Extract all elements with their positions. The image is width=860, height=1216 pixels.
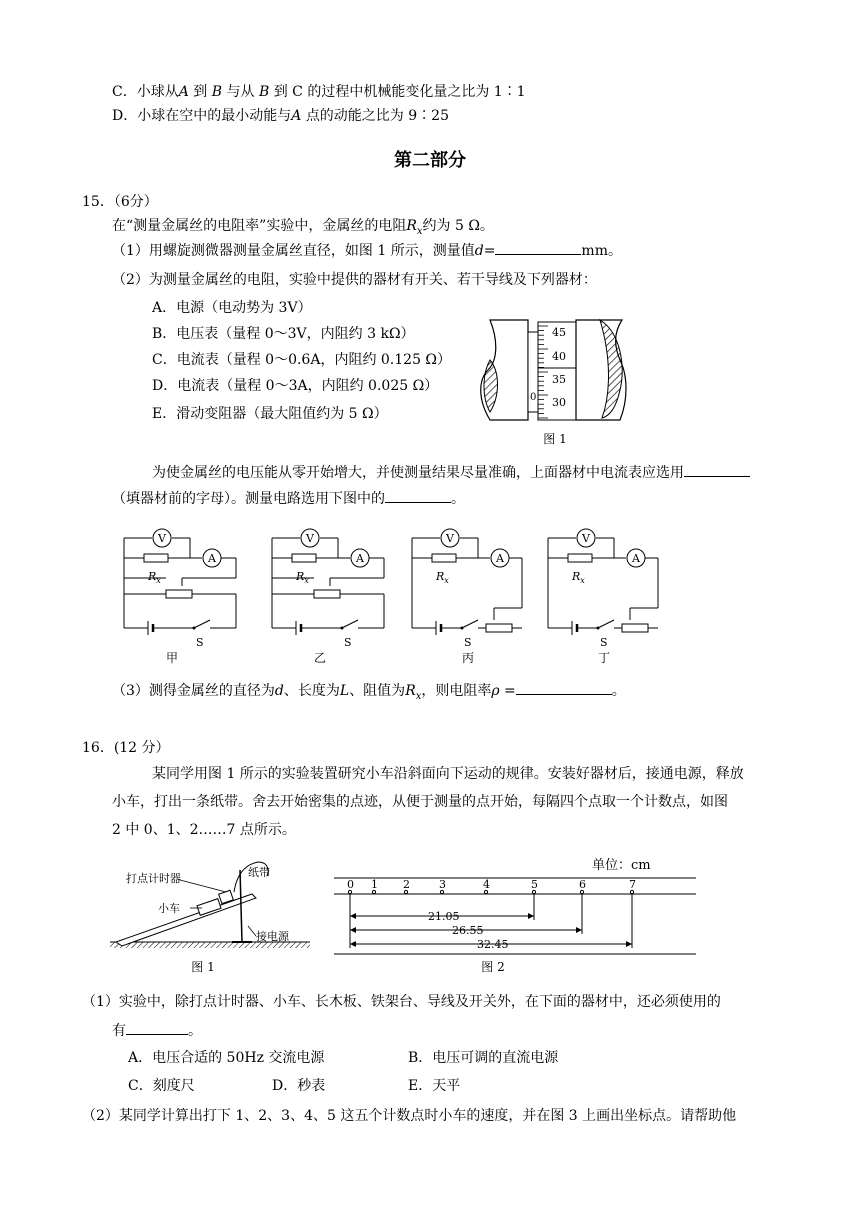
tape-distance-label: 21.05 xyxy=(428,910,460,923)
q16-option-d: D．秒表 xyxy=(272,1078,326,1094)
q15-choose-line2 xyxy=(112,488,465,509)
tape-point-label: 4 xyxy=(483,878,490,891)
ammeter-label: A xyxy=(208,552,216,565)
q16-apparatus-figure xyxy=(110,856,310,956)
section-title: 第二部分 xyxy=(394,150,466,171)
q15-part3 xyxy=(112,680,626,707)
q16-part1-text: 。 xyxy=(188,1023,202,1039)
q16-part1-line2 xyxy=(112,1020,202,1041)
q15-part3-text: 。 xyxy=(611,683,626,699)
switch-lever xyxy=(342,620,358,628)
voltmeter-label: V xyxy=(582,532,590,545)
ammeter-label: A xyxy=(632,552,640,565)
q15-choose-text: 为使金属丝的电压能从零开始增大，并使测量结果尽量准确，上面器材中电流表应选用 xyxy=(152,465,684,481)
q16-option-a: A．电压合适的 50Hz 交流电源 xyxy=(128,1050,325,1066)
point-b-label: B xyxy=(258,84,270,100)
tape-distance-label: 32.45 xyxy=(477,938,509,951)
circuit-label-0: 甲 xyxy=(166,651,179,665)
power-label: 接电源 xyxy=(256,930,289,943)
rx-label: $R_x$ xyxy=(148,570,161,585)
point-a-label: A xyxy=(291,108,302,124)
voltmeter-label: V xyxy=(446,532,454,545)
rheostat xyxy=(486,624,512,632)
rx-subscript: x xyxy=(444,576,449,585)
q16-intro-line3: 2 中 0、1、2……7 点所示。 xyxy=(112,822,296,838)
micrometer-tick-35: 35 xyxy=(552,373,566,386)
circuit-label-3: 丁 xyxy=(598,651,611,665)
answer-blank-circuit[interactable] xyxy=(385,488,451,503)
answer-blank-d[interactable] xyxy=(495,240,581,255)
q15-fig1-caption: 图 1 xyxy=(543,432,567,446)
point-b-label: B xyxy=(211,84,223,100)
leader-line xyxy=(180,880,226,892)
resistor-rx xyxy=(144,554,168,562)
q15-part1 xyxy=(112,240,622,261)
equipment-item-d: D．电流表（量程 0～3A，内阻约 0.025 Ω） xyxy=(152,378,439,394)
ammeter-label: A xyxy=(356,552,364,565)
rx-subscript: x xyxy=(416,225,423,237)
micrometer-zero: 0 xyxy=(530,392,537,403)
option-d-text: D．小球在空中的最小动能与 xyxy=(112,108,292,124)
q15-intro-text: 在“测量金属丝的电阻率”实验中，金属丝的电阻 xyxy=(112,218,407,234)
tape-point-label: 5 xyxy=(531,878,538,891)
q16-intro-line2: 小车，打出一条纸带。舍去开始密集的点迹，从便于测量的点开始，每隔四个点取一个计数点，如图 xyxy=(112,794,728,810)
stand-pole xyxy=(240,870,242,942)
rho-symbol: ρ xyxy=(491,683,500,699)
rx-symbol: R xyxy=(406,218,417,234)
option-c-text: C．小球从 xyxy=(112,84,179,100)
tape-arrow xyxy=(350,941,356,947)
answer-blank-ammeter[interactable] xyxy=(684,462,750,477)
rx-label: $R_x$ xyxy=(572,570,585,585)
option-c-text: 到 C 的过程中机械能变化量之比为 1∶1 xyxy=(273,84,526,100)
equipment-item-a: A．电源（电动势为 3V） xyxy=(152,300,312,316)
resistor-rx xyxy=(568,554,592,562)
micrometer-tick-40: 40 xyxy=(552,350,566,363)
q16-intro-line1: 某同学用图 1 所示的实验装置研究小车沿斜面向下运动的规律。安装好器材后，接通电源，释放 xyxy=(152,766,744,782)
circuit-0 xyxy=(124,529,236,665)
switch-lever xyxy=(598,620,614,628)
incline-board xyxy=(116,894,256,946)
answer-blank-rho[interactable] xyxy=(516,680,612,695)
tape-point-label: 7 xyxy=(629,878,636,891)
tape-arrow xyxy=(350,913,356,919)
d-symbol: d xyxy=(274,683,284,699)
q15-intro-text: 约为 5 Ω。 xyxy=(422,218,494,234)
micrometer-tick-45: 45 xyxy=(552,326,566,339)
rheostat xyxy=(166,590,192,598)
q15-part2: （2）为测量金属丝的电阻，实验中提供的器材有开关、若干导线及下列器材： xyxy=(112,272,597,288)
rheostat xyxy=(314,590,340,598)
q16-number: 16．(12 分） xyxy=(82,740,170,756)
q16-option-b: B．电压可调的直流电源 xyxy=(408,1050,559,1066)
tape-distance-label: 26.55 xyxy=(452,924,484,937)
rx-subscript: x xyxy=(156,576,161,585)
q15-choose-line1 xyxy=(152,462,750,483)
q15-intro xyxy=(112,216,494,242)
circuit-diagrams xyxy=(110,520,670,668)
rx-subscript: x xyxy=(580,576,585,585)
rx-symbol: R xyxy=(405,683,416,699)
cart-label: 小车 xyxy=(158,902,180,915)
q15-choose-text: 。 xyxy=(451,491,465,507)
leader-line xyxy=(248,926,256,936)
equipment-item-c: C．电流表（量程 0～0.6A，内阻约 0.125 Ω） xyxy=(152,352,452,368)
circuit-2 xyxy=(412,529,522,665)
tape-arrow xyxy=(626,941,632,947)
answer-blank-equipment[interactable] xyxy=(126,1020,188,1035)
resistor-rx xyxy=(292,554,316,562)
q15-part3-text: （3）测得金属丝的直径为 xyxy=(112,683,275,699)
tape-arrow xyxy=(576,927,582,933)
option-c-text: 与从 xyxy=(226,84,255,100)
q16-part1-line1: （1）实验中，除打点计时器、小车、长木板、铁架台、导线及开关外，在下面的器材中，还必须使用的 xyxy=(82,994,721,1010)
micrometer-tick-30: 30 xyxy=(552,396,566,409)
tape-label: 纸带 xyxy=(248,866,270,879)
option-c-text: 到 xyxy=(193,84,208,100)
equals-sign: = xyxy=(483,243,496,259)
equipment-item-b: B．电压表（量程 0～3V，内阻约 3 kΩ） xyxy=(152,326,415,342)
tape-point-label: 2 xyxy=(403,878,410,891)
tape-arrow xyxy=(528,913,534,919)
q16-option-c: C．刻度尺 xyxy=(128,1078,195,1094)
q16-fig2-caption: 图 2 xyxy=(481,960,505,974)
switch-lever xyxy=(194,620,210,628)
voltmeter-label: V xyxy=(158,532,166,545)
circuit-1 xyxy=(272,529,384,665)
option-c xyxy=(112,82,526,102)
cart-icon xyxy=(197,899,221,916)
q15-part1-text: （1）用螺旋测微器测量金属丝直径，如图 1 所示，测量值 xyxy=(112,243,475,259)
voltmeter-label: V xyxy=(306,532,314,545)
q15-choose-text: （填器材前的字母）。测量电路选用下图中的 xyxy=(112,491,385,507)
rx-subscript: x xyxy=(304,576,309,585)
rx-label: $R_x$ xyxy=(296,570,309,585)
q16-option-e: E．天平 xyxy=(408,1078,461,1094)
rheostat xyxy=(622,624,648,632)
timer-label: 打点计时器 xyxy=(126,872,181,885)
rx-label: $R_x$ xyxy=(436,570,449,585)
micrometer-figure xyxy=(470,312,640,432)
tape-point-label: 6 xyxy=(579,878,586,891)
tape-point-label: 0 xyxy=(347,878,354,891)
rx-subscript: x xyxy=(415,690,422,702)
q16-part2-line: （2）某同学计算出打下 1、2、3、4、5 这五个计数点时小车的速度，并在图 3 上画出坐标点。请帮助他 xyxy=(82,1108,737,1124)
ammeter-label: A xyxy=(496,552,504,565)
l-symbol: L xyxy=(339,683,350,699)
point-a-label: A xyxy=(178,84,189,100)
unit-mm: mm。 xyxy=(581,243,622,259)
equipment-item-e: E．滑动变阻器（最大阻值约为 5 Ω） xyxy=(152,406,388,422)
q15-number: 15．（6分） xyxy=(82,194,158,210)
q15-part3-text: 、长度为 xyxy=(283,683,340,699)
circuit-3 xyxy=(548,529,658,665)
q15-part3-text: 、阻值为 xyxy=(349,683,406,699)
switch-lever xyxy=(462,620,478,628)
d-symbol: d xyxy=(474,243,484,259)
circuit-label-2: 丙 xyxy=(462,651,475,665)
option-d xyxy=(112,106,449,126)
q16-fig1-caption: 图 1 xyxy=(191,960,215,974)
tape-unit-label: 单位：cm xyxy=(592,858,651,873)
option-d-text: 点的动能之比为 9∶25 xyxy=(305,108,449,124)
q16-part1-text: 有 xyxy=(112,1023,126,1039)
tape-point-label: 1 xyxy=(371,878,378,891)
switch-label: S xyxy=(196,636,204,649)
circuit-label-1: 乙 xyxy=(314,651,327,665)
switch-label: S xyxy=(464,636,472,649)
resistor-rx xyxy=(432,554,456,562)
equals-sign: = xyxy=(499,683,516,699)
q15-part3-text: ，则电阻率 xyxy=(421,683,492,699)
switch-label: S xyxy=(344,636,352,649)
tape-arrow xyxy=(350,927,356,933)
switch-label: S xyxy=(600,636,608,649)
tape-point-label: 3 xyxy=(439,878,446,891)
